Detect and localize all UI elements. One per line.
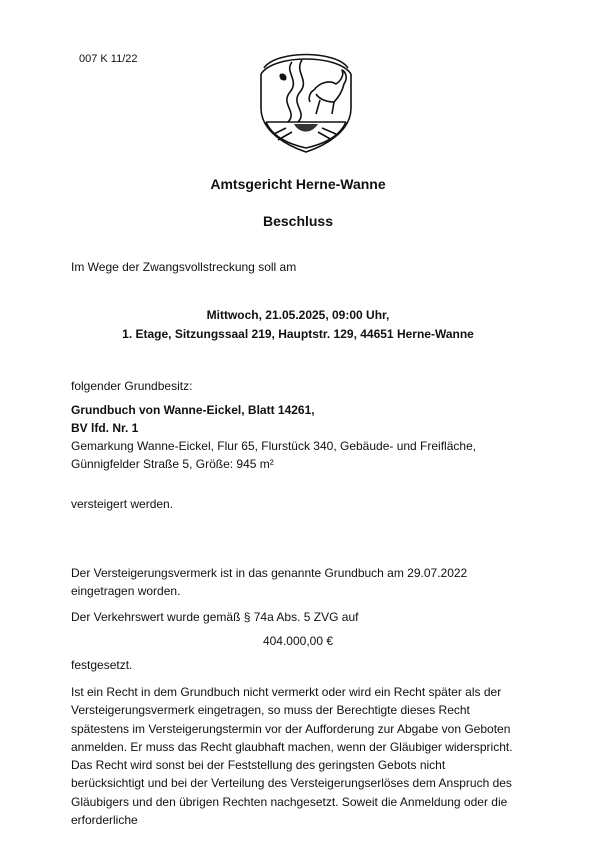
verkehrswert-intro: Der Verkehrswert wurde gemäß § 74a Abs. 5 ZVG auf	[71, 610, 359, 624]
document-title: Beschluss	[262, 213, 334, 229]
bv-number: BV lfd. Nr. 1	[71, 421, 139, 435]
property-label: folgender Grundbesitz:	[71, 379, 193, 393]
termin-location: 1. Etage, Sitzungssaal 219, Hauptstr. 129, 44651 Herne-Wanne	[122, 327, 474, 341]
aktenzeichen: 007 K 11/22	[79, 53, 138, 65]
nrw-coat-of-arms-icon	[258, 44, 354, 154]
vermerk-line1: Der Versteigerungsvermerk ist in das genannte Grundbuch am 29.07.2022	[71, 566, 468, 580]
intro-text: Im Wege der Zwangsvollstreckung soll am	[71, 260, 297, 274]
court-name: Amtsgericht Herne-Wanne	[210, 176, 386, 192]
termin-datetime: Mittwoch, 21.05.2025, 09:00 Uhr,	[206, 308, 390, 322]
gemarkung: Gemarkung Wanne-Eickel, Flur 65, Flurstück 340, Gebäude- und Freifläche,	[71, 439, 477, 453]
verkehrswert-suffix: festgesetzt.	[71, 658, 133, 672]
property-address: Günnigfelder Straße 5, Größe: 945 m²	[71, 457, 274, 471]
verkehrswert-amount: 404.000,00 €	[262, 634, 334, 648]
vermerk-line2: eingetragen worden.	[71, 584, 181, 598]
rights-paragraph: Ist ein Recht in dem Grundbuch nicht vermerkt oder wird ein Recht später als der Versteigerungsvermerk eingetragen, so muss der Berechtigte dieses Recht spätestens im Versteigerungstermin vor der Aufforderung zur Abgabe von Geboten anmelden. Er muss das Recht glaubhaft machen, wenn der Gläubiger widerspricht. Das Recht wird sonst bei der Feststellung des geringsten Gebots nicht berücksichtigt und bei der Verteilung des Versteigerungserlöses dem Anspruch des Gläubigers und den übrigen Rechten nachgesetzt. Soweit die Anmeldung oder die erforderliche	[71, 685, 513, 828]
versteigert-text: versteigert werden.	[71, 497, 174, 511]
grundbuch: Grundbuch von Wanne-Eickel, Blatt 14261,	[71, 403, 315, 417]
